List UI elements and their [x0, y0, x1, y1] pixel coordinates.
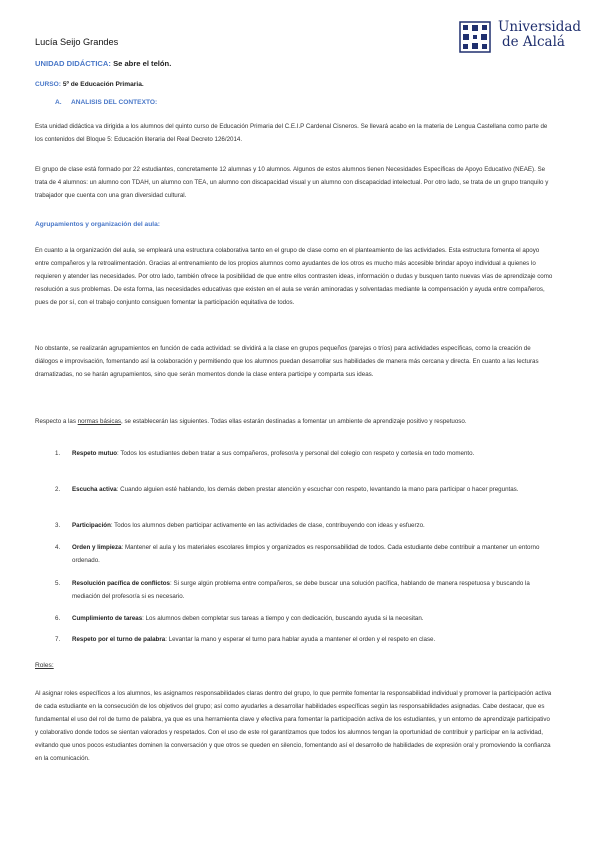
rule-number: 6.	[55, 615, 61, 622]
paragraph-norms-intro	[35, 415, 553, 428]
rule-name: Respeto mutuo	[72, 450, 118, 457]
rule-text: : Cuando alguien esté hablando, los demás deben prestar atención y escuchar con respeto, levantando la mano para participar o hacer preguntas.	[116, 486, 519, 493]
rule-name: Participación	[72, 522, 111, 529]
norms-basicas-link: normas básicas	[77, 418, 121, 425]
course-label: CURSO:	[35, 81, 62, 88]
rule-name: Orden y limpieza	[72, 544, 122, 551]
rule-name: Escucha activa	[72, 486, 117, 493]
course-value: 5º de Educación Primaria.	[62, 81, 144, 88]
unit-name: Se abre el telón.	[113, 59, 172, 68]
rule-name: Respeto por el turno de palabra	[72, 636, 166, 643]
section-a-number: A.	[55, 99, 62, 106]
university-logo	[458, 20, 588, 54]
paragraph-organization: En cuanto a la organización del aula, se empleará una estructura colaborativa tanto en el grupo de clase como en el planteamiento de las actividades. Esta estructura fomenta el apoyo entre compañeros y la retroalimentación. Gracias al entrenamiento de los propios alumnos como ayudantes de los otros es mucho más accesible brindar apoyo individual a quienes lo requieren y atender las necesidades. Por otro lado, también ofrece la posibilidad de que entre ellos contrasten ideas, información o dudas y busquen tanto nuevas vías de aprendizaje como resolución a sus problemas. De esta forma, las necesidades educativas que existen en el aula se verán aminoradas y solventadas mediante la compensación y ayuda entre compañeros, pues de por sí, con el trabajo conjunto consiguen fomentar la participación equitativa de todos.	[35, 247, 553, 306]
rule-text: : Todos los estudiantes deben tratar a sus compañeros, profesor/a y personal del colegio con respeto y cortesía en todo momento.	[117, 450, 475, 457]
norms-intro-after: , se establecerán las siguientes. Todas ellas estarán destinadas a fomentar un ambiente de aprendizaje positivo y respetuoso.	[121, 418, 467, 425]
paragraph-intro: Esta unidad didáctica va dirigida a los alumnos del quinto curso de Educación Primaria del C.E.I.P Cardenal Cisneros. Se llevará acabo en la materia de Lengua Castellana como parte de los contenidos del Bloque 5: Educación literaria del Real Decreto 126/2014.	[35, 123, 548, 143]
roles-heading: Roles:	[35, 662, 54, 669]
rule-number: 5.	[55, 580, 61, 587]
rule-number: 3.	[55, 522, 61, 529]
paragraph-groupings: No obstante, se realizarán agrupamientos en función de cada actividad: se dividirá a la clase en grupos pequeños (parejas o tríos) para actividades específicas, como la creación de diálogos e improvisación, fomentando así la colaboración y permitiendo que los alumnos puedan desarrollar sus habilidades de manera más cercana y directa. En cuanto a las lecturas dramatizadas, no se harán agrupamientos, sino que serán momentos donde la clase entera participe y comparta sus ideas.	[35, 345, 539, 378]
paragraph-roles: Al asignar roles específicos a los alumnos, les asignamos responsabilidades claras dentro del grupo, lo que permite fomentar la responsabilidad individual y promover la participación activa de cada estudiante en la consecución de los objetivos del grupo; así como ayudarles a desarrollar habilidades específicas según las responsabilidades asignadas. Cabe destacar, que es fundamental el uso del rol de turno de palabra, ya que es una herramienta clave y efectiva para fomentar la participación activa de los estudiantes, y un entorno de aprendizaje participativo y colaborativo donde todos se sientan valorados y respetados. Con el uso de este rol garantizamos que todos los alumnos tengan la oportunidad de contribuir y participar en la actividad, evitando que unos pocos estudiantes dominen la conversación y que otros se queden en silencio, fomentando así el desarrollo de habilidades de expresión oral y promoviendo la confianza en la comunicación.	[35, 690, 552, 762]
unit-label: UNIDAD DIDÁCTICA:	[35, 59, 111, 68]
section-a-heading	[55, 99, 157, 106]
rule-number: 7.	[55, 636, 61, 643]
rule-text: : Levantar la mano y esperar el turno para hablar ayuda a mantener el orden y el respeto en clase.	[165, 636, 436, 643]
paragraph-group: El grupo de clase está formado por 22 estudiantes, concretamente 12 alumnas y 10 alumnos. Algunos de estos alumnos tienen Necesidades Específicas de Apoyo Educativo (NEAE). Se trata de 4 alumnos: un alumno con TDAH, un alumno con TEA, un alumno con discapacidad visual y un alumno con discapacidad intelectual. Por otro lado, se trata de un grupo tranquilo y trabajador que cuenta con una gran diversidad cultural.	[35, 166, 549, 199]
rule-number: 1.	[55, 450, 61, 457]
university-name-line2: de Alcalá	[502, 34, 565, 50]
university-crest-icon	[458, 20, 492, 54]
course-line	[35, 81, 144, 88]
rule-number: 4.	[55, 544, 61, 551]
rule-name: Cumplimiento de tareas	[72, 615, 143, 622]
university-name	[498, 20, 581, 50]
section-a-title: ANALISIS DEL CONTEXTO:	[71, 99, 158, 106]
rule-name: Resolución pacífica de conflictos	[72, 580, 170, 587]
rule-text: : Mantener el aula y los materiales escolares limpios y organizados es responsabilidad de todos. Cada estudiante debe contribuir a mantener un entorno ordenado.	[72, 544, 540, 564]
norms-intro-before: Respecto a las	[35, 418, 78, 425]
unit-title	[35, 59, 171, 68]
subheading-agrupamientos: Agrupamientos y organización del aula:	[35, 221, 160, 228]
author-name: Lucía Seijo Grandes	[35, 37, 119, 47]
rule-number: 2.	[55, 486, 61, 493]
university-name-line1: Universidad	[498, 19, 582, 35]
rule-text: : Todos los alumnos deben participar activamente en las actividades de clase, contribuyendo con ideas y esfuerzo.	[110, 522, 425, 529]
rule-text: : Si surge algún problema entre compañeros, se debe buscar una solución pacífica, hablando de manera respetuosa y buscando la mediación del profesor/a si es necesario.	[72, 580, 530, 600]
rule-text: : Los alumnos deben completar sus tareas a tiempo y con dedicación, buscando ayuda si la necesitan.	[142, 615, 424, 622]
